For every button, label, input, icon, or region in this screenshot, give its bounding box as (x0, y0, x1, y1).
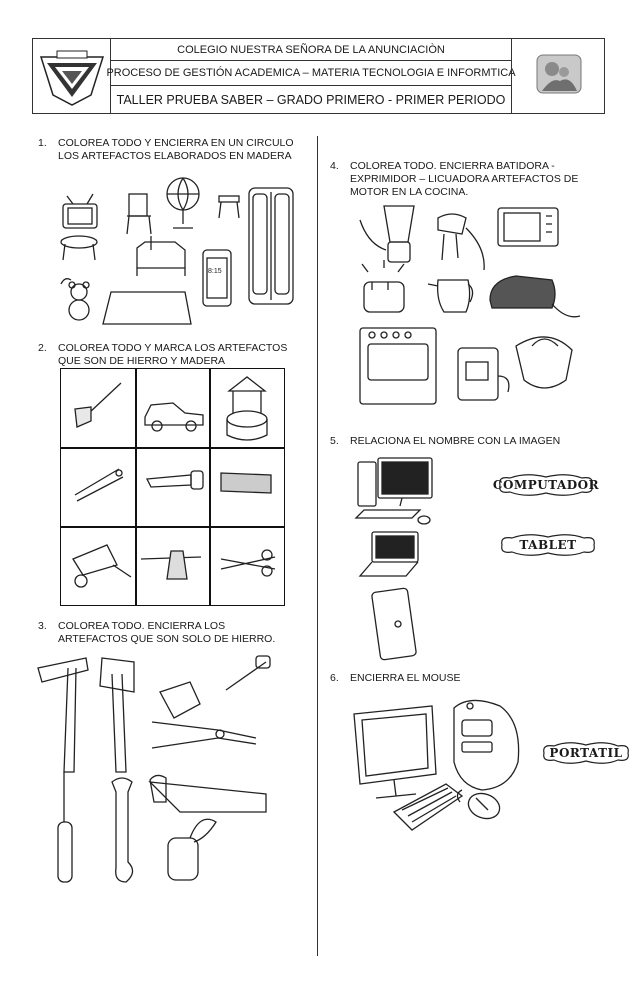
table-icon (61, 236, 97, 260)
q5-illustrations (350, 456, 450, 666)
stool-icon (219, 196, 239, 218)
tablet-icon (371, 588, 416, 660)
question-number: 4. (330, 160, 339, 172)
label-portatil[interactable] (540, 742, 632, 764)
car-icon (145, 403, 203, 431)
iron-icon (490, 276, 580, 317)
tongs-icon (75, 469, 123, 501)
screwdriver-icon (58, 772, 72, 882)
well-icon (227, 377, 267, 440)
question-number: 5. (330, 435, 339, 447)
q4-illustrations (340, 200, 610, 410)
header-table (32, 38, 605, 114)
juicer-icon (516, 337, 572, 388)
axe-icon (141, 551, 201, 579)
pliers-icon (152, 722, 256, 748)
saw-icon (150, 775, 266, 812)
toaster-icon (362, 260, 404, 312)
question-number: 2. (38, 342, 47, 354)
question-number: 1. (38, 137, 47, 149)
label-computador[interactable] (492, 474, 600, 496)
tv-icon (63, 194, 97, 228)
microwave-icon (498, 208, 558, 246)
wheelbarrow-icon (73, 545, 131, 587)
logo-cell (33, 39, 111, 113)
question-number: 3. (38, 620, 47, 632)
desktop-computer-icon (354, 706, 436, 798)
hammer-icon (38, 658, 88, 772)
question-text: ENCIERRA EL MOUSE (350, 672, 461, 684)
question-text: COLOREA TODO Y ENCIERRA EN UN CIRCULO LOS ARTEFACTOS ELABORADOS EN MADERA (58, 137, 294, 162)
wrench-icon (112, 778, 133, 882)
shovel-icon (75, 383, 121, 427)
axe-icon (100, 658, 134, 772)
blender-icon (360, 206, 414, 262)
keyboard-icon (394, 784, 462, 830)
scissors-icon (221, 550, 275, 576)
label-tablet[interactable] (498, 534, 598, 556)
globe-icon (167, 178, 199, 228)
bed-icon (137, 236, 185, 276)
q2-illustrations (61, 369, 283, 605)
question-5 (330, 435, 630, 451)
workshop-title: TALLER PRUEBA SABER – GRADO PRIMERO - PRIMER PERIODO (116, 92, 506, 107)
q6-illustrations (350, 692, 540, 842)
computador-text: COMPUTADOR (492, 478, 600, 492)
virgin-mother-photo (512, 39, 605, 113)
tablet-text: TABLET (519, 538, 577, 552)
school-crest-icon (33, 39, 111, 113)
column-divider (317, 136, 318, 956)
wardrobe-icon (249, 188, 293, 304)
question-text: COLOREA TODO Y MARCA LOS ARTEFACTOS QUE SON DE HIERRO Y MADERA (58, 342, 288, 367)
q2-grid (60, 368, 285, 606)
smartphone-icon (203, 250, 231, 306)
stove-icon (360, 328, 436, 404)
school-name: COLEGIO NUESTRA SEÑORA DE LA ANUNCIACIÒN (111, 39, 511, 61)
cpu-tower-icon (454, 700, 519, 790)
question-1 (38, 137, 318, 167)
kettle-icon (428, 280, 473, 312)
question-text: RELACIONA EL NOMBRE CON LA IMAGEN (350, 435, 561, 447)
laptop-icon (360, 532, 418, 576)
shovel-icon (160, 656, 270, 718)
mouse-icon (457, 789, 503, 822)
rug-icon (103, 292, 191, 324)
portatil-text: PORTATIL (549, 746, 623, 760)
chair-icon (127, 194, 151, 234)
desktop-computer-icon (356, 458, 432, 524)
photo-cell (511, 39, 604, 113)
q3-illustrations (30, 652, 310, 892)
question-3 (38, 620, 318, 650)
sharpener-icon (221, 473, 271, 493)
mixer-icon (438, 214, 484, 270)
glue-bottle-icon (168, 819, 216, 880)
question-6 (330, 672, 630, 688)
q1-illustrations (55, 172, 305, 332)
saw-icon (147, 471, 203, 489)
question-number: 6. (330, 672, 339, 684)
phone-time: 8:15 (208, 268, 222, 275)
coffee-maker-icon (458, 348, 509, 400)
process-title: PROCESO DE GESTIÓN ACADEMICA – MATERIA TECNOLOGIA E INFORMTICA (111, 61, 511, 86)
question-text: COLOREA TODO. ENCIERRA LOS ARTEFACTOS QUE SON SOLO DE HIERRO. (58, 620, 276, 645)
teddy-bear-icon (61, 279, 89, 320)
question-text: COLOREA TODO. ENCIERRA BATIDORA - EXPRIMIDOR – LICUADORA ARTEFACTOS DE MOTOR EN LA COCINA. (350, 160, 579, 198)
question-4 (330, 160, 630, 202)
